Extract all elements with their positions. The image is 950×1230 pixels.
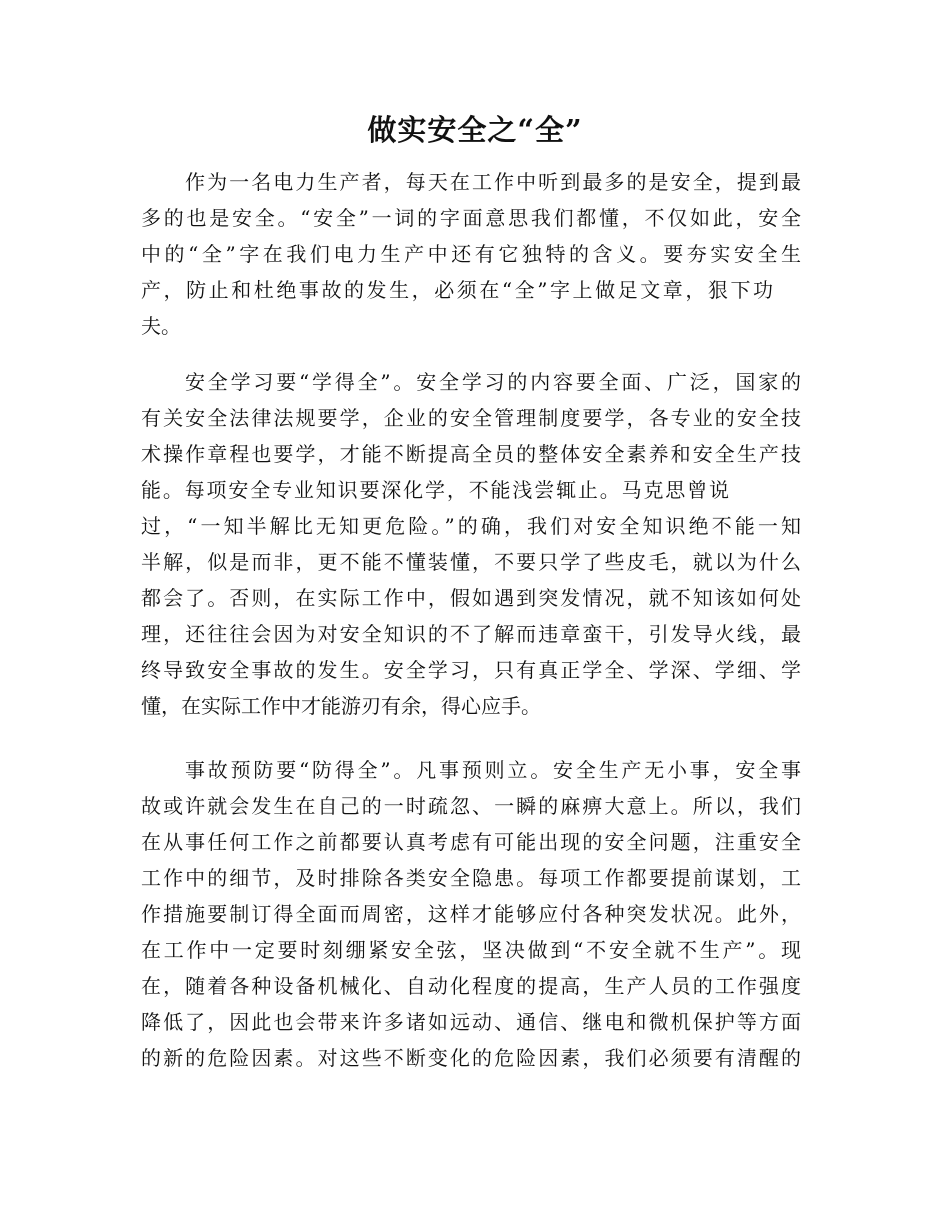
paragraph-3-line-5: 作措施要制订得全面而周密，这样才能够应付各种突发状况。此外， bbox=[141, 902, 801, 926]
paragraph-3-line-3: 在从事任何工作之前都要认真考虑有可能出现的安全问题，注重安全 bbox=[141, 830, 801, 854]
paragraph-2-line-5: 过，“一知半解比无知更危险。”的确，我们对安全知识绝不能一知 bbox=[141, 514, 801, 538]
paragraph-3-line-9: 的新的危险因素。对这些不断变化的危险因素，我们必须要有清醒的 bbox=[141, 1046, 801, 1070]
paragraph-1-line-2: 多的也是安全。“安全”一词的字面意思我们都懂，不仅如此，安全 bbox=[141, 206, 801, 230]
document-title: 做实安全之“全” bbox=[367, 113, 583, 147]
paragraph-3-line-2: 故或许就会发生在自己的一时疏忽、一瞬的麻痹大意上。所以，我们 bbox=[141, 794, 801, 818]
paragraph-1-line-3: 中的“全”字在我们电力生产中还有它独特的含义。要夯实安全生 bbox=[141, 242, 801, 266]
paragraph-3-line-7: 在，随着各种设备机械化、自动化程度的提高，生产人员的工作强度 bbox=[141, 974, 801, 998]
paragraph-3-line-8: 降低了，因此也会带来许多诸如远动、通信、继电和微机保护等方面 bbox=[141, 1010, 801, 1034]
paragraph-2-line-10: 懂，在实际工作中才能游刃有余，得心应手。 bbox=[141, 694, 541, 718]
paragraph-2-line-9: 终导致安全事故的发生。安全学习，只有真正学全、学深、学细、学 bbox=[141, 658, 801, 682]
paragraph-2-line-7: 都会了。否则，在实际工作中，假如遇到突发情况，就不知该如何处 bbox=[141, 586, 801, 610]
paragraph-1-line-4: 产，防止和杜绝事故的发生，必须在“全”字上做足文章，狠下功 bbox=[141, 278, 773, 302]
paragraph-3-line-1: 事故预防要“防得全”。凡事预则立。安全生产无小事，安全事 bbox=[185, 758, 801, 782]
paragraph-1-line-1: 作为一名电力生产者，每天在工作中听到最多的是安全，提到最 bbox=[185, 170, 801, 194]
paragraph-2-line-4: 能。每项安全专业知识要深化学，不能浅尝辄止。马克思曾说 bbox=[141, 478, 729, 502]
paragraph-3-line-6: 在工作中一定要时刻绷紧安全弦，坚决做到“不安全就不生产”。现 bbox=[141, 938, 801, 962]
paragraph-2-line-1: 安全学习要“学得全”。安全学习的内容要全面、广泛，国家的 bbox=[185, 370, 801, 394]
paragraph-2-line-8: 理，还往往会因为对安全知识的不了解而违章蛮干，引发导火线，最 bbox=[141, 622, 801, 646]
paragraph-1-line-5: 夫。 bbox=[141, 314, 181, 338]
paragraph-2-line-6: 半解，似是而非，更不能不懂装懂，不要只学了些皮毛，就以为什么 bbox=[141, 550, 801, 574]
paragraph-3-line-4: 工作中的细节，及时排除各类安全隐患。每项工作都要提前谋划，工 bbox=[141, 866, 801, 890]
paragraph-2-line-2: 有关安全法律法规要学，企业的安全管理制度要学，各专业的安全技 bbox=[141, 406, 801, 430]
paragraph-2-line-3: 术操作章程也要学，才能不断提高全员的整体安全素养和安全生产技 bbox=[141, 442, 801, 466]
